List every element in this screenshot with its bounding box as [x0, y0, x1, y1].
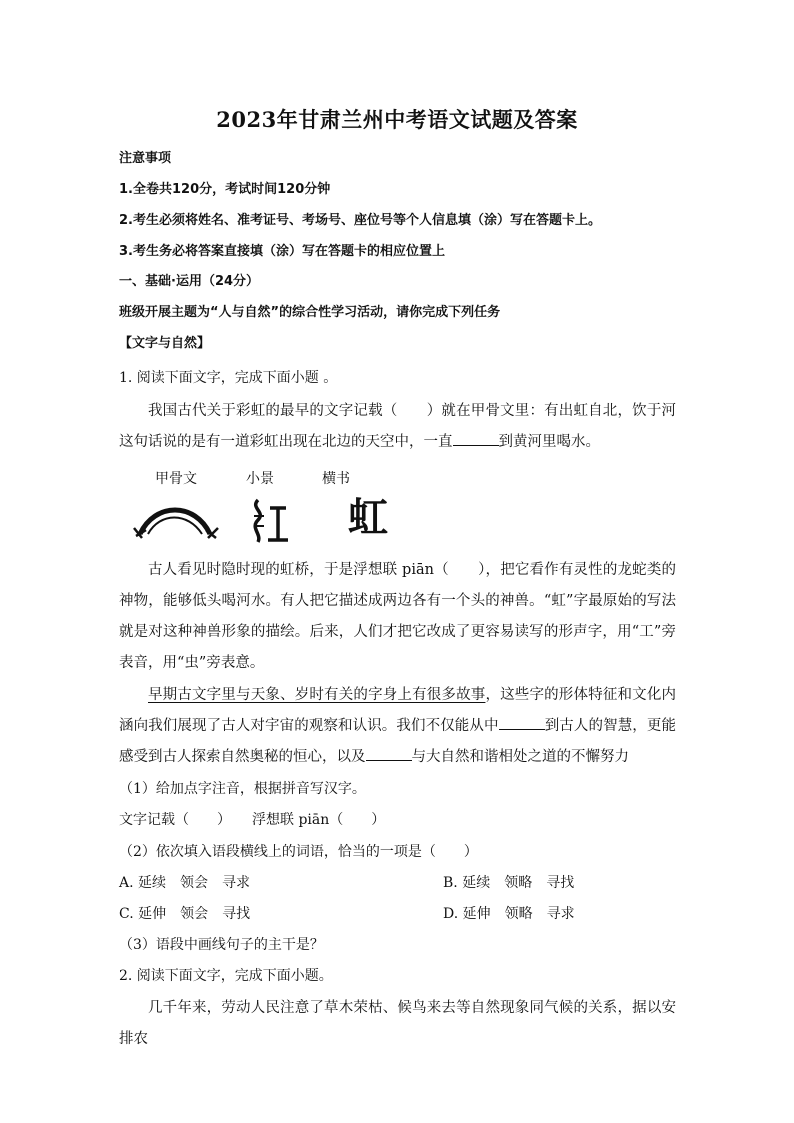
section-intro: 班级开展主题为“人与自然”的综合性学习活动，请你完成下列任务: [119, 305, 501, 320]
notice-item-2: 2.考生必须将姓名、准考证号、考场号、座位号等个人信息填（涂）写在答题卡上。: [119, 213, 601, 228]
option-c: C. 延伸 领会 寻找: [119, 906, 251, 922]
passage-1-part-a: 我国古代关于彩虹的最早的文字记载（ ）就在甲骨文里：有出虹自北，饮于河这句话说的是有一道彩虹出现在北边的天空中，一直: [119, 403, 676, 450]
sub-question-1-fill: 文字记载（ ） 浮想联 piān（ ）: [119, 812, 386, 828]
sub-question-2: （2）依次填入语段横线上的词语，恰当的一项是（ ）: [119, 844, 478, 860]
question-1-stem: 1. 阅读下面文字，完成下面小题 。: [119, 370, 338, 386]
section-heading: 一、基础·运用（24分）: [119, 274, 260, 289]
notice-item-3: 3.考生务必将答案直接填（涂）写在答题卡的相应位置上: [119, 244, 445, 259]
page-title: 2023年甘肃兰州中考语文试题及答案: [216, 107, 578, 132]
option-b: B. 延续 领略 寻找: [443, 875, 575, 891]
passage-paragraph-2: 古人看见时隐时现的虹桥，于是浮想联 piān（ ），把它看作有灵性的龙蛇类的神物，能够低头喝河水。有人把它描述成两边各有一个头的神兽。“虹”字最原始的写法就是对这种神兽形象的描绘。后来，人们才把它改成了更容易读写的形声字，用“工”旁表音，用“虫”旁表意。: [119, 562, 676, 671]
passage-paragraph-1: [119, 396, 676, 458]
question-2-stem: 2. 阅读下面文字，完成下面小题。: [119, 968, 333, 984]
notice-heading: 注意事项: [119, 151, 172, 166]
underlined-sentence: 早期古文字里与天象、岁时有关的字身上有很多故事: [148, 687, 486, 703]
glyph-label-clerical: 横书: [322, 471, 350, 487]
sub-question-3: （3）语段中画线句子的主干是？: [119, 937, 324, 953]
passage-paragraph-3: [119, 680, 676, 773]
passage-3-part-c: 与大自然和谐相处之道的不懈努力: [411, 749, 629, 765]
section-subheading: 【文字与自然】: [119, 336, 211, 351]
passage-paragraph-4: 几千年来，劳动人民注意了草木荣枯、候鸟来去等自然现象同气候的关系，据以安排农: [119, 1000, 676, 1047]
fill-blank-2: [499, 717, 545, 730]
rainbow-clerical-glyph: 虹: [348, 494, 388, 541]
option-d: D. 延伸 领略 寻求: [443, 906, 575, 922]
sub-question-1: （1）给加点字注音，根据拼音写汉字。: [119, 781, 366, 797]
passage-3-part-b: 到古人的智慧，更能感受到古人探索自然奥秘的恒心，以及: [119, 718, 677, 765]
passage-3-part-a: ，这些字的形体特征和文化内涵向我们展现了古人对宇宙的观察和认识。我们不仅能从中: [119, 687, 677, 734]
glyph-label-seal: 小景: [246, 471, 274, 487]
fill-blank-1: [453, 433, 499, 446]
notice-item-1: 1.全卷共120分，考试时间120分钟: [119, 182, 331, 197]
passage-1-part-b: 到黄河里喝水。: [498, 434, 600, 450]
fill-blank-3: [366, 748, 412, 761]
glyph-label-oracle: 甲骨文: [155, 471, 197, 487]
option-a: A. 延续 领会 寻求: [119, 875, 251, 891]
character-glyph-images: [130, 494, 410, 546]
